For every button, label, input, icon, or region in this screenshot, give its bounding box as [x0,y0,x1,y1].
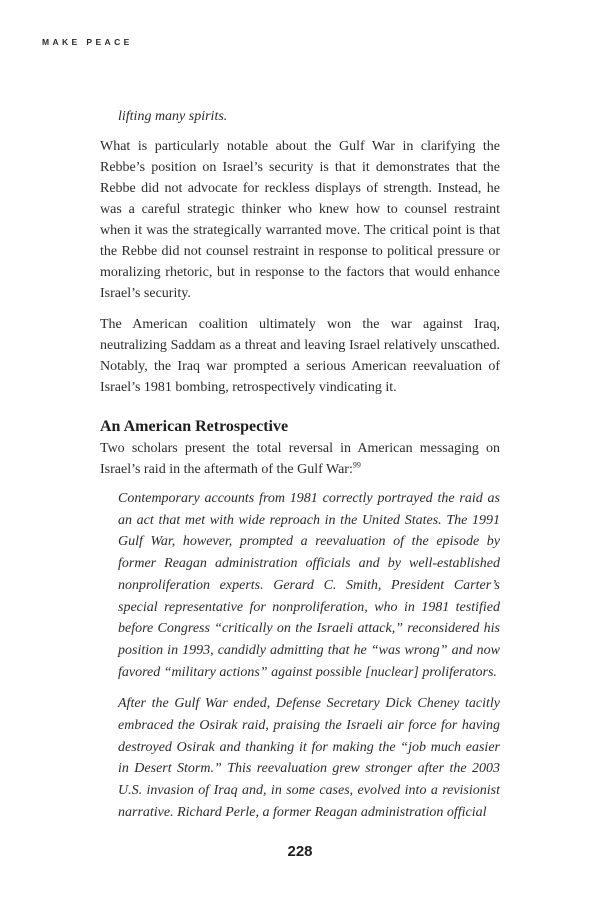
block-quote: Contemporary accounts from 1981 correctly portrayed the raid as an act that met with wide reproach in the United States. The 1991 Gulf War, however, prompted a reevaluation of the episode by former Reagan administration officials and by well-established nonproliferation experts. Gerard C. Smith, President Carter’s special representative for nonproliferation, who in 1981 testified before Congress “critically on the Israeli attack,” reconsidered his position in 1993, candidly admitting that he “was wrong” and now favored “military actions” against possible [nuclear] proliferators. [118,491,500,680]
block-quote: After the Gulf War ended, Defense Secretary Dick Cheney tacitly embraced the Osirak raid, praising the Israeli air force for having destroyed Osirak and thanking it for making the “job much easier in Desert Storm.” This reevaluation grew stronger after the 2003 U.S. invasion of Iraq and, in some cases, evolved into a revisionist narrative. Richard Perle, a former Reagan administration official [118,696,500,820]
section-heading: An American Retrospective [100,418,289,435]
body-paragraph: The American coalition ultimately won the war against Iraq, neutralizing Saddam as a threat and leaving Israel relatively unscathed. Notably, the Iraq war prompted a serious American reevaluation of Israel’s 1981 bombing, retrospectively vindicating it. [100,317,500,395]
section-intro [100,438,500,480]
page-body [100,106,500,834]
section-intro-text: Two scholars present the total reversal in American messaging on Israel’s raid in the aftermath of the Gulf War: [100,441,500,477]
body-paragraph: What is particularly notable about the Gulf War in clarifying the Rebbe’s position on Israel’s security is that it demonstrates that the Rebbe did not advocate for reckless displays of strength. Instead, he was a careful strategic thinker who knew how to counsel restraint when it was the strategically warranted move. The critical point is that the Rebbe did not counsel restraint in response to political pressure or moralizing rhetoric, but in response to the factors that would enhance Israel’s security. [100,139,500,301]
running-header: MAKE PEACE [42,37,133,47]
footnote-reference[interactable]: 99 [352,460,361,470]
lead-fragment: lifting many spirits. [118,109,228,124]
page-number: 228 [287,843,313,860]
